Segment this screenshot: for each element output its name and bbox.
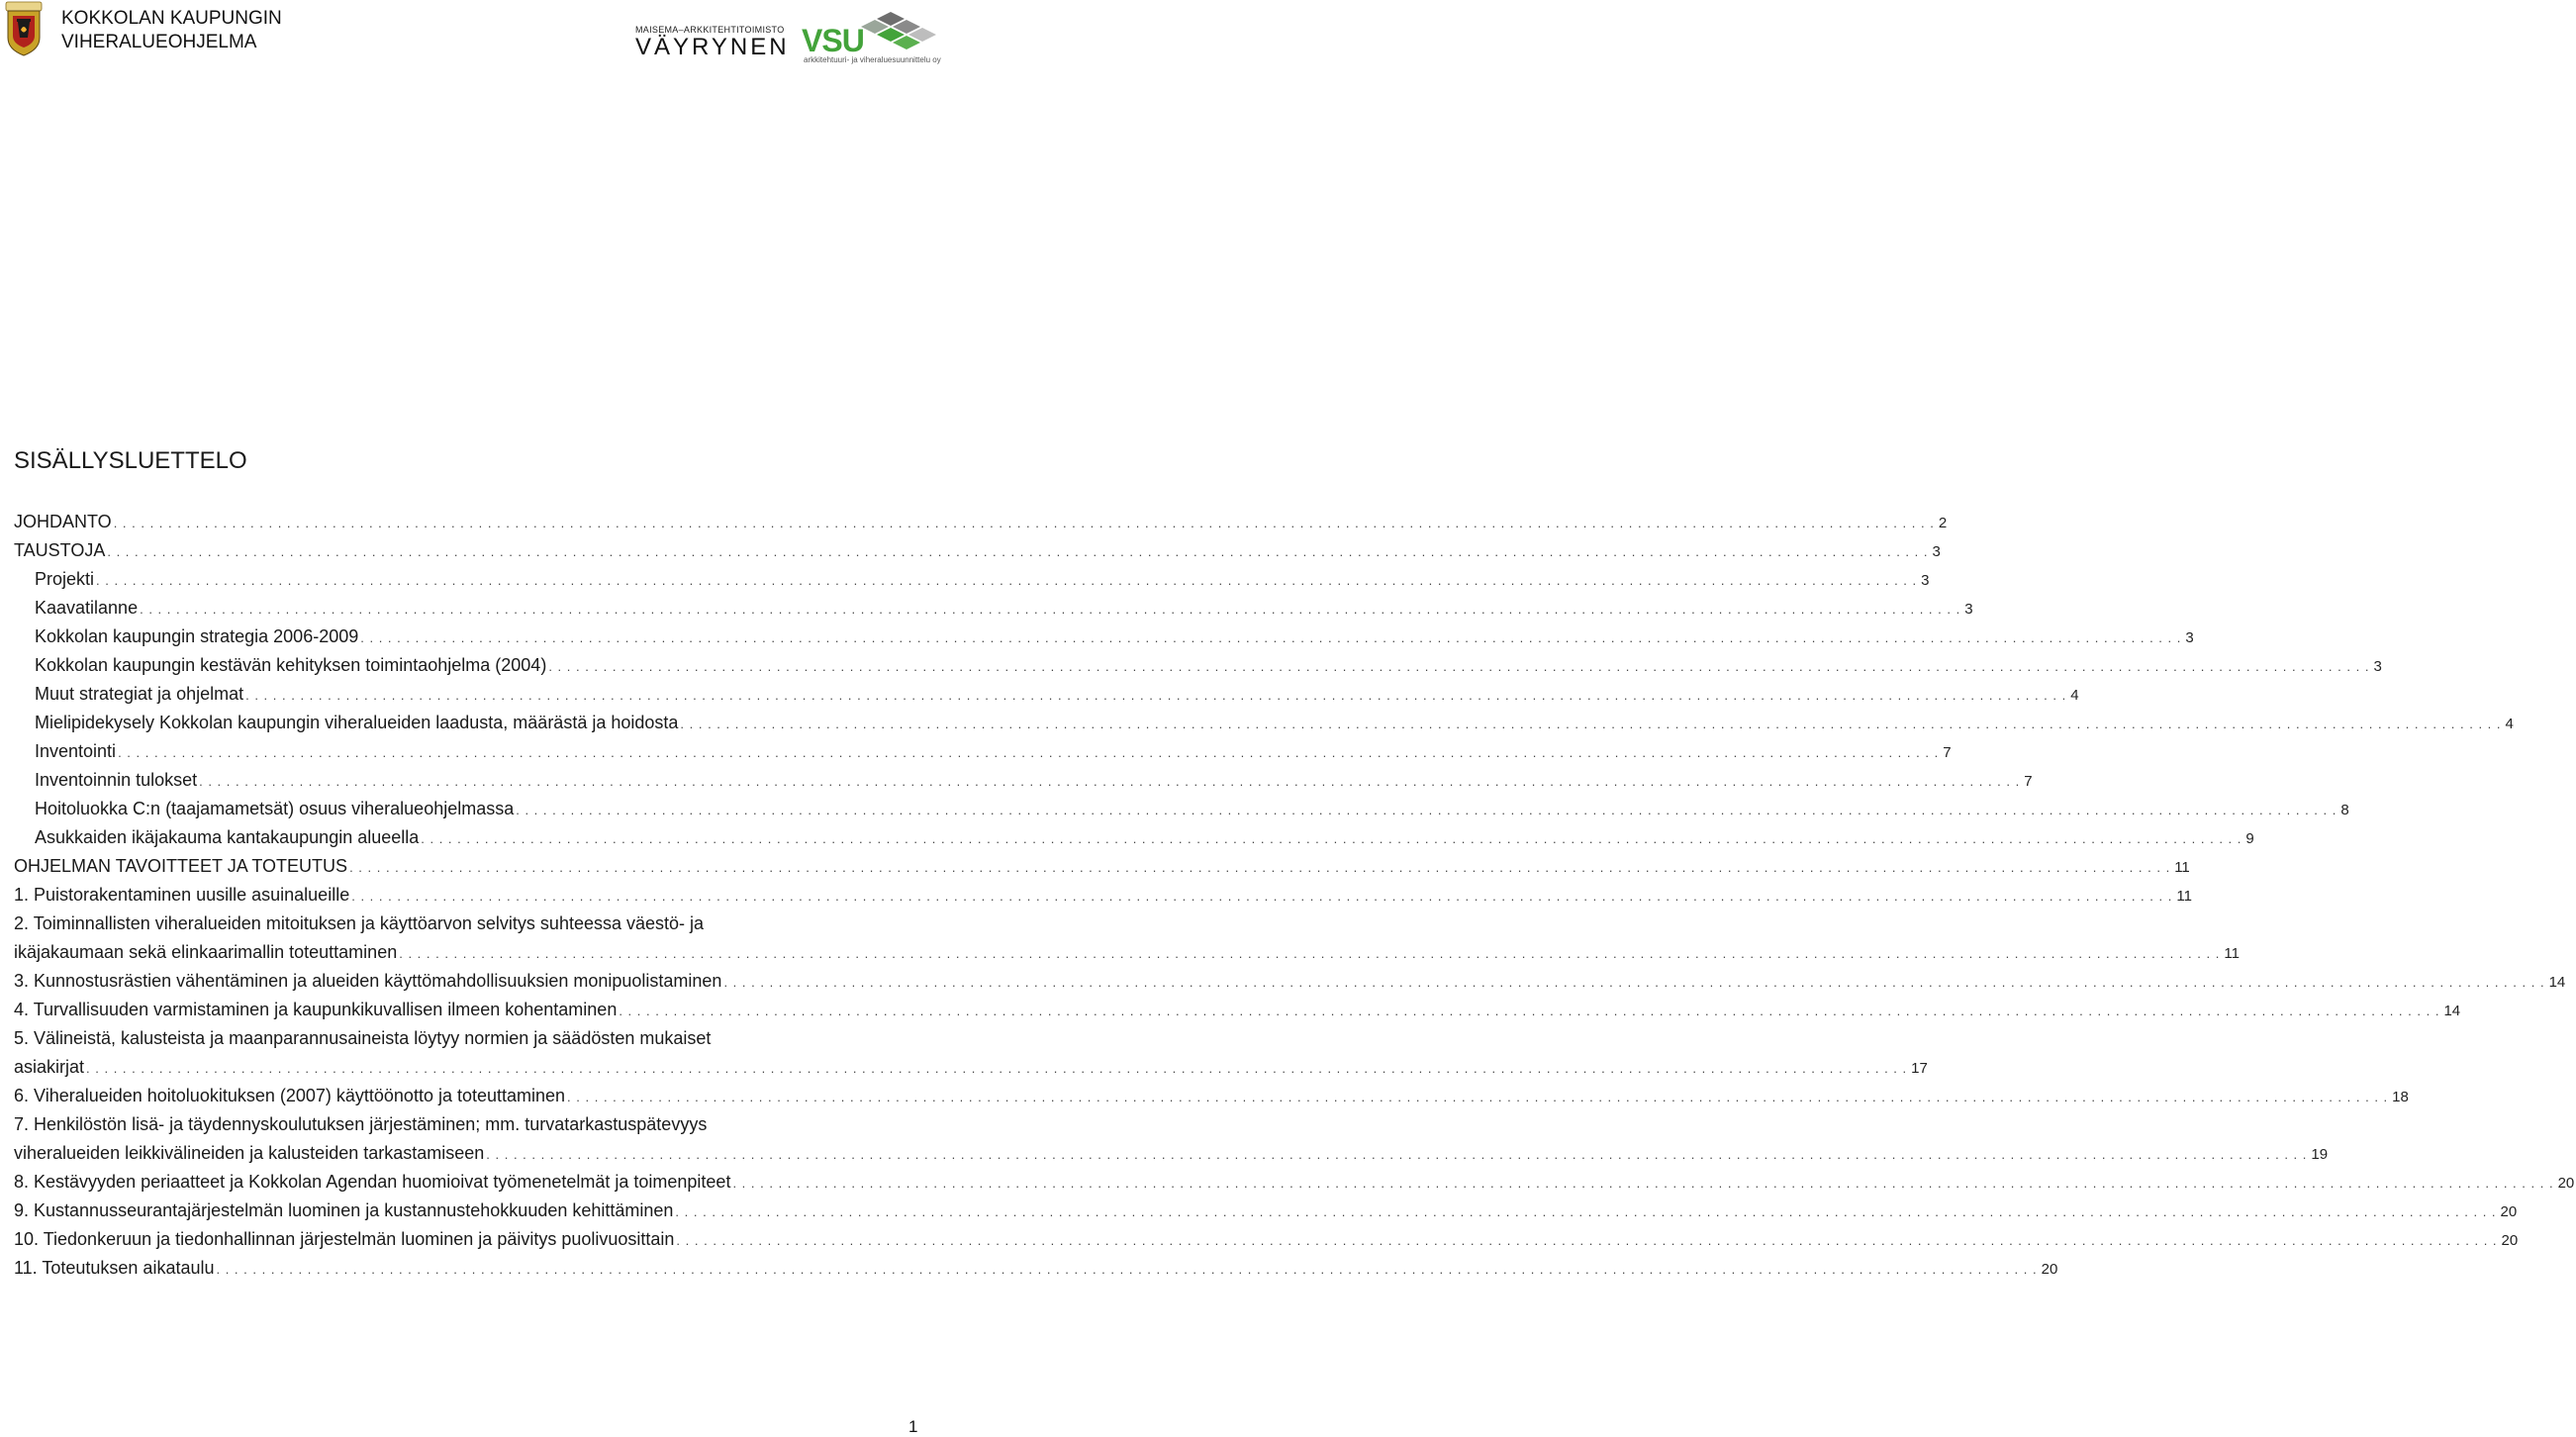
toc-entry[interactable]: [0, 623, 2194, 651]
toc-entry-line: [0, 651, 2382, 680]
toc-entry-title: OHJELMAN TAVOITTEET JA TOTEUTUS: [14, 852, 349, 881]
toc-leader-dots: . . . . . . . . . . . . . . . . . . . . . . . . . . . . . . . . . . . . . . . . . . . . . . . . . . . . . . . . . . . . . . . . . . . . . . . . . . . . . . . . . . . . . . . . . . . . . . . . . . . . . . . . . . . . . . . . . . . . . . . . . . . . . . . . . . . . . . . . . . . . . . . . . . . . . . . . . . . . . . . . . . . . . . . . . . . . . . . . . . . . . . . . . . . . . . . . . . . . . . . .: [199, 774, 2021, 789]
toc-entry[interactable]: [0, 651, 2382, 680]
toc-entry-title: Kokkolan kaupungin kestävän kehityksen toimintaohjelma (2004): [35, 651, 548, 680]
toc-entry-title: 11. Toteutuksen aikataulu: [14, 1254, 216, 1283]
toc-entry-line: [0, 565, 1930, 594]
toc-entry[interactable]: [0, 910, 2240, 967]
toc-leader-dots: . . . . . . . . . . . . . . . . . . . . . . . . . . . . . . . . . . . . . . . . . . . . . . . . . . . . . . . . . . . . . . . . . . . . . . . . . . . . . . . . . . . . . . . . . . . . . . . . . . . . . . . . . . . . . . . . . . . . . . . . . . . . . . . . . . . . . . . . . . . . . . . . . . . . . . . . . . . . . . . . . . . . . . . . . . . . . . . . . . . . . . . . . . . . . . . . . . . . . . . .: [118, 745, 1940, 760]
toc-entry-title: Projekti: [35, 565, 96, 594]
vsu-logo-tiles-icon: [861, 10, 950, 53]
toc-entry[interactable]: [0, 881, 2192, 910]
toc-entry-page: 8: [2337, 796, 2358, 824]
toc-entry-page: 9: [2242, 824, 2263, 853]
toc-entry[interactable]: [0, 1225, 2519, 1254]
toc-entry-line: [0, 623, 2194, 651]
toc-leader-dots: . . . . . . . . . . . . . . . . . . . . . . . . . . . . . . . . . . . . . . . . . . . . . . . . . . . . . . . . . . . . . . . . . . . . . . . . . . . . . . . . . . . . . . . . . . . . . . . . . . . . . . . . . . . . . . . . . . . . . . . . . . . . . . . . . . . . . . . . . . . . . . . . . . . . . . . . . . . . . . . . . . . . . . . . . . . . . . . . . . . . . . . . . . . . . . . . . . . . . . . .: [723, 975, 2545, 990]
vsu-logo-subtitle: arkkitehtuuri- ja viheraluesuunnittelu oy: [804, 55, 941, 64]
kokkola-crest-logo: [5, 2, 43, 57]
toc-leader-dots: . . . . . . . . . . . . . . . . . . . . . . . . . . . . . . . . . . . . . . . . . . . . . . . . . . . . . . . . . . . . . . . . . . . . . . . . . . . . . . . . . . . . . . . . . . . . . . . . . . . . . . . . . . . . . . . . . . . . . . . . . . . . . . . . . . . . . . . . . . . . . . . . . . . . . . . . . . . . . . . . . . . . . . . . . . . . . . . . . . . . . . . . . . . . . . . . . . . . . . . .: [399, 946, 2221, 961]
toc-leader-dots: . . . . . . . . . . . . . . . . . . . . . . . . . . . . . . . . . . . . . . . . . . . . . . . . . . . . . . . . . . . . . . . . . . . . . . . . . . . . . . . . . . . . . . . . . . . . . . . . . . . . . . . . . . . . . . . . . . . . . . . . . . . . . . . . . . . . . . . . . . . . . . . . . . . . . . . . . . . . . . . . . . . . . . . . . . . . . . . . . . . . . . . . . . . . . . . . . . . . . . . .: [567, 1090, 2389, 1104]
toc-entry[interactable]: [0, 852, 2190, 881]
toc-entry-title: 3. Kunnostusrästien vähentäminen ja alueiden käyttömahdollisuuksien monipuolistaminen: [14, 967, 723, 996]
toc-leader-dots: . . . . . . . . . . . . . . . . . . . . . . . . . . . . . . . . . . . . . . . . . . . . . . . . . . . . . . . . . . . . . . . . . . . . . . . . . . . . . . . . . . . . . . . . . . . . . . . . . . . . . . . . . . . . . . . . . . . . . . . . . . . . . . . . . . . . . . . . . . . . . . . . . . . . . . . . . . . . . . . . . . . . . . . . . . . . . . . . . . . . . . . . . . . . . . . . . . . . . . . .: [351, 889, 2173, 904]
toc-entry-title: Hoitoluokka C:n (taajamametsät) osuus viheralueohjelmassa: [35, 795, 516, 823]
toc-leader-dots: . . . . . . . . . . . . . . . . . . . . . . . . . . . . . . . . . . . . . . . . . . . . . . . . . . . . . . . . . . . . . . . . . . . . . . . . . . . . . . . . . . . . . . . . . . . . . . . . . . . . . . . . . . . . . . . . . . . . . . . . . . . . . . . . . . . . . . . . . . . . . . . . . . . . . . . . . . . . . . . . . . . . . . . . . . . . . . . . . . . . . . . . . . . . . . . . . . . . . . . .: [107, 544, 1929, 559]
toc-entry[interactable]: [0, 996, 2461, 1024]
toc-entry-title: 9. Kustannusseurantajärjestelmän luominen ja kustannustehokkuuden kehittäminen: [14, 1197, 675, 1225]
toc-entry-page: 7: [1939, 738, 1960, 767]
toc-entry-page: 11: [2220, 939, 2242, 968]
toc-entry-page: 2: [1935, 509, 1956, 537]
toc-entry-page: 14: [2439, 997, 2461, 1025]
organization-title: [61, 7, 282, 54]
toc-entry-title: 2. Toiminnallisten viheralueiden mitoituksen ja käyttöarvon selvitys suhteessa väestö- ja: [14, 913, 705, 933]
page-header: [0, 0, 950, 79]
toc-entry[interactable]: [0, 823, 2254, 852]
toc-entry-line-wrapped: [0, 910, 950, 938]
toc-entry-page: 19: [2307, 1140, 2329, 1169]
toc-leader-dots: . . . . . . . . . . . . . . . . . . . . . . . . . . . . . . . . . . . . . . . . . . . . . . . . . . . . . . . . . . . . . . . . . . . . . . . . . . . . . . . . . . . . . . . . . . . . . . . . . . . . . . . . . . . . . . . . . . . . . . . . . . . . . . . . . . . . . . . . . . . . . . . . . . . . . . . . . . . . . . . . . . . . . . . . . . . . . . . . . . . . . . . . . . . . . . . . . . . . . . . .: [548, 659, 2370, 674]
toc-leader-dots: . . . . . . . . . . . . . . . . . . . . . . . . . . . . . . . . . . . . . . . . . . . . . . . . . . . . . . . . . . . . . . . . . . . . . . . . . . . . . . . . . . . . . . . . . . . . . . . . . . . . . . . . . . . . . . . . . . . . . . . . . . . . . . . . . . . . . . . . . . . . . . . . . . . . . . . . . . . . . . . . . . . . . . . . . . . . . . . . . . . . . . . . . . . . . . . . . . . . . . . .: [349, 860, 2171, 875]
toc-entry-line: [0, 938, 2240, 967]
toc-entry-title: 7. Henkilöstön lisä- ja täydennyskoulutuksen järjestäminen; mm. turvatarkastuspätevyys: [14, 1114, 708, 1134]
toc-entry-line: [0, 1168, 2575, 1197]
toc-entry-title: 1. Puistorakentaminen uusille asuinalueille: [14, 881, 351, 910]
toc-entry-line: [0, 1225, 2519, 1254]
org-title-line1: KOKKOLAN KAUPUNGIN: [61, 8, 282, 29]
toc-title: SISÄLLYSLUETTELO: [14, 447, 247, 474]
toc-leader-dots: . . . . . . . . . . . . . . . . . . . . . . . . . . . . . . . . . . . . . . . . . . . . . . . . . . . . . . . . . . . . . . . . . . . . . . . . . . . . . . . . . . . . . . . . . . . . . . . . . . . . . . . . . . . . . . . . . . . . . . . . . . . . . . . . . . . . . . . . . . . . . . . . . . . . . . . . . . . . . . . . . . . . . . . . . . . . . . . . . . . . . . . . . . . . . . . . . . . . . . . .: [140, 602, 1961, 617]
toc-entry[interactable]: [0, 766, 2033, 795]
toc-entry-line: [0, 1082, 2409, 1110]
page-number: 1: [908, 1417, 918, 1436]
toc-entry-page: 4: [2066, 681, 2088, 710]
toc-entry-line: [0, 795, 2349, 823]
toc-entry-title: 8. Kestävyyden periaatteet ja Kokkolan Agendan huomioivat työmenetelmät ja toimenpiteet: [14, 1168, 732, 1197]
toc-entry-line: [0, 594, 1973, 623]
toc-entry-title: Inventointi: [35, 737, 118, 766]
toc-entry-line: [0, 823, 2254, 852]
toc-leader-dots: . . . . . . . . . . . . . . . . . . . . . . . . . . . . . . . . . . . . . . . . . . . . . . . . . . . . . . . . . . . . . . . . . . . . . . . . . . . . . . . . . . . . . . . . . . . . . . . . . . . . . . . . . . . . . . . . . . . . . . . . . . . . . . . . . . . . . . . . . . . . . . . . . . . . . . . . . . . . . . . . . . . . . . . . . . . . . . . . . . . . . . . . . . . . . . . . . . . . . . . .: [732, 1176, 2554, 1191]
toc-entry-line: [0, 967, 2566, 996]
toc-entry-line: [0, 1254, 2058, 1283]
toc-leader-dots: . . . . . . . . . . . . . . . . . . . . . . . . . . . . . . . . . . . . . . . . . . . . . . . . . . . . . . . . . . . . . . . . . . . . . . . . . . . . . . . . . . . . . . . . . . . . . . . . . . . . . . . . . . . . . . . . . . . . . . . . . . . . . . . . . . . . . . . . . . . . . . . . . . . . . . . . . . . . . . . . . . . . . . . . . . . . . . . . . . . . . . . . . . . . . . . . . . . . . . . .: [516, 803, 2337, 817]
toc-entry-line: [0, 852, 2190, 881]
toc-entry-line: [0, 1053, 1928, 1082]
toc-entry-title: 10. Tiedonkeruun ja tiedonhallinnan järjestelmän luominen ja päivitys puolivuosittain: [14, 1225, 676, 1254]
toc-entry-title: Asukkaiden ikäjakauma kantakaupungin alueella: [35, 823, 421, 852]
toc-leader-dots: . . . . . . . . . . . . . . . . . . . . . . . . . . . . . . . . . . . . . . . . . . . . . . . . . . . . . . . . . . . . . . . . . . . . . . . . . . . . . . . . . . . . . . . . . . . . . . . . . . . . . . . . . . . . . . . . . . . . . . . . . . . . . . . . . . . . . . . . . . . . . . . . . . . . . . . . . . . . . . . . . . . . . . . . . . . . . . . . . . . . . . . . . . . . . . . . . . . . . . . .: [245, 688, 2067, 703]
toc-entry-line-wrapped: [0, 1024, 950, 1053]
toc-entry-line: [0, 1197, 2518, 1225]
toc-entry[interactable]: [0, 1082, 2409, 1110]
toc-leader-dots: . . . . . . . . . . . . . . . . . . . . . . . . . . . . . . . . . . . . . . . . . . . . . . . . . . . . . . . . . . . . . . . . . . . . . . . . . . . . . . . . . . . . . . . . . . . . . . . . . . . . . . . . . . . . . . . . . . . . . . . . . . . . . . . . . . . . . . . . . . . . . . . . . . . . . . . . . . . . . . . . . . . . . . . . . . . . . . . . . . . . . . . . . . . . . . . . . . . . . . . .: [486, 1147, 2308, 1162]
toc-entry-line: [0, 996, 2461, 1024]
toc-entry-page: 20: [2038, 1255, 2059, 1284]
toc-entry[interactable]: [0, 737, 1952, 766]
toc-entry-title: JOHDANTO: [14, 508, 114, 536]
toc-entry[interactable]: [0, 709, 2514, 737]
toc-entry-line: [0, 881, 2192, 910]
toc-leader-dots: . . . . . . . . . . . . . . . . . . . . . . . . . . . . . . . . . . . . . . . . . . . . . . . . . . . . . . . . . . . . . . . . . . . . . . . . . . . . . . . . . . . . . . . . . . . . . . . . . . . . . . . . . . . . . . . . . . . . . . . . . . . . . . . . . . . . . . . . . . . . . . . . . . . . . . . . . . . . . . . . . . . . . . . . . . . . . . . . . . . . . . . . . . . . . . . . . . . . . . . .: [113, 516, 1935, 530]
toc-entry-line: [0, 766, 2033, 795]
toc-entry-page: 3: [2181, 623, 2203, 652]
vsu-logo-name: VSU: [802, 23, 864, 58]
vsu-logo: [802, 10, 950, 69]
toc-entry[interactable]: [0, 594, 1973, 623]
toc-entry-line: [0, 737, 1952, 766]
toc-entry-title: Muut strategiat ja ohjelmat: [35, 680, 245, 709]
toc-entry-title: Mielipidekysely Kokkolan kaupungin viheralueiden laadusta, määrästä ja hoidosta: [35, 709, 680, 737]
toc-entry[interactable]: [0, 1168, 2575, 1197]
vayrynen-logo-name: VÄYRYNEN: [635, 34, 790, 60]
toc-entry[interactable]: [0, 565, 1930, 594]
toc-entry-page: 7: [2020, 767, 2042, 796]
toc-entry[interactable]: [0, 1110, 2329, 1168]
toc-entry-page: 11: [2170, 853, 2192, 882]
toc-entry-page: 3: [2369, 652, 2391, 681]
toc-entry-page: 20: [2498, 1226, 2520, 1255]
toc-entry[interactable]: [0, 680, 2079, 709]
toc-entry[interactable]: [0, 1254, 2058, 1283]
toc-entry-page: 4: [2502, 710, 2524, 738]
toc-entry[interactable]: [0, 536, 1941, 565]
toc-entry-title: viheralueiden leikkivälineiden ja kalusteiden tarkastamiseen: [14, 1139, 486, 1168]
org-title-line2: VIHERALUEOHJELMA: [61, 32, 257, 52]
toc-entry[interactable]: [0, 967, 2566, 996]
toc-entry-line: [0, 536, 1941, 565]
toc-leader-dots: . . . . . . . . . . . . . . . . . . . . . . . . . . . . . . . . . . . . . . . . . . . . . . . . . . . . . . . . . . . . . . . . . . . . . . . . . . . . . . . . . . . . . . . . . . . . . . . . . . . . . . . . . . . . . . . . . . . . . . . . . . . . . . . . . . . . . . . . . . . . . . . . . . . . . . . . . . . . . . . . . . . . . . . . . . . . . . . . . . . . . . . . . . . . . . . . . . . . . . . .: [421, 831, 2242, 846]
table-of-contents: [0, 508, 2575, 1283]
toc-entry[interactable]: [0, 795, 2349, 823]
vayrynen-logo: [635, 25, 790, 64]
toc-entry-title: TAUSTOJA: [14, 536, 107, 565]
toc-entry-title: Kokkolan kaupungin strategia 2006-2009: [35, 623, 360, 651]
toc-entry[interactable]: [0, 508, 1948, 536]
toc-leader-dots: . . . . . . . . . . . . . . . . . . . . . . . . . . . . . . . . . . . . . . . . . . . . . . . . . . . . . . . . . . . . . . . . . . . . . . . . . . . . . . . . . . . . . . . . . . . . . . . . . . . . . . . . . . . . . . . . . . . . . . . . . . . . . . . . . . . . . . . . . . . . . . . . . . . . . . . . . . . . . . . . . . . . . . . . . . . . . . . . . . . . . . . . . . . . . . . . . . . . . . . .: [96, 573, 1918, 588]
toc-entry-title: Inventoinnin tulokset: [35, 766, 199, 795]
toc-entry-page: 20: [2497, 1198, 2519, 1226]
toc-entry-page: 3: [1960, 595, 1982, 623]
toc-entry-title: 5. Välineistä, kalusteista ja maanparannusaineista löytyy normien ja säädösten mukaiset: [14, 1028, 712, 1048]
toc-entry-line: [0, 1139, 2329, 1168]
toc-entry[interactable]: [0, 1197, 2518, 1225]
toc-entry-page: 3: [1928, 537, 1950, 566]
toc-entry-page: 20: [2554, 1169, 2576, 1198]
toc-entry-line: [0, 709, 2514, 737]
toc-entry-title: 4. Turvallisuuden varmistaminen ja kaupunkikuvallisen ilmeen kohentaminen: [14, 996, 619, 1024]
toc-leader-dots: . . . . . . . . . . . . . . . . . . . . . . . . . . . . . . . . . . . . . . . . . . . . . . . . . . . . . . . . . . . . . . . . . . . . . . . . . . . . . . . . . . . . . . . . . . . . . . . . . . . . . . . . . . . . . . . . . . . . . . . . . . . . . . . . . . . . . . . . . . . . . . . . . . . . . . . . . . . . . . . . . . . . . . . . . . . . . . . . . . . . . . . . . . . . . . . . . . . . . . . .: [680, 717, 2502, 731]
toc-entry-page: 3: [1917, 566, 1939, 595]
toc-leader-dots: . . . . . . . . . . . . . . . . . . . . . . . . . . . . . . . . . . . . . . . . . . . . . . . . . . . . . . . . . . . . . . . . . . . . . . . . . . . . . . . . . . . . . . . . . . . . . . . . . . . . . . . . . . . . . . . . . . . . . . . . . . . . . . . . . . . . . . . . . . . . . . . . . . . . . . . . . . . . . . . . . . . . . . . . . . . . . . . . . . . . . . . . . . . . . . . . . . . . . . . .: [619, 1004, 2440, 1018]
toc-entry-page: 18: [2388, 1083, 2410, 1111]
toc-entry-line: [0, 680, 2079, 709]
toc-leader-dots: . . . . . . . . . . . . . . . . . . . . . . . . . . . . . . . . . . . . . . . . . . . . . . . . . . . . . . . . . . . . . . . . . . . . . . . . . . . . . . . . . . . . . . . . . . . . . . . . . . . . . . . . . . . . . . . . . . . . . . . . . . . . . . . . . . . . . . . . . . . . . . . . . . . . . . . . . . . . . . . . . . . . . . . . . . . . . . . . . . . . . . . . . . . . . . . . . . . . . . . .: [360, 630, 2182, 645]
toc-entry-title: Kaavatilanne: [35, 594, 140, 623]
toc-entry-page: 11: [2172, 882, 2194, 910]
toc-leader-dots: . . . . . . . . . . . . . . . . . . . . . . . . . . . . . . . . . . . . . . . . . . . . . . . . . . . . . . . . . . . . . . . . . . . . . . . . . . . . . . . . . . . . . . . . . . . . . . . . . . . . . . . . . . . . . . . . . . . . . . . . . . . . . . . . . . . . . . . . . . . . . . . . . . . . . . . . . . . . . . . . . . . . . . . . . . . . . . . . . . . . . . . . . . . . . . . . . . . . . . . .: [216, 1262, 2038, 1277]
toc-entry-title: asiakirjat: [14, 1053, 86, 1082]
toc-entry-title: ikäjakaumaan sekä elinkaarimallin toteuttaminen: [14, 938, 399, 967]
toc-entry[interactable]: [0, 1024, 1928, 1082]
toc-entry-line-wrapped: [0, 1110, 950, 1139]
vayrynen-logo-tagline: MAISEMA–ARKKITEHTITOIMISTO: [635, 25, 785, 35]
toc-leader-dots: . . . . . . . . . . . . . . . . . . . . . . . . . . . . . . . . . . . . . . . . . . . . . . . . . . . . . . . . . . . . . . . . . . . . . . . . . . . . . . . . . . . . . . . . . . . . . . . . . . . . . . . . . . . . . . . . . . . . . . . . . . . . . . . . . . . . . . . . . . . . . . . . . . . . . . . . . . . . . . . . . . . . . . . . . . . . . . . . . . . . . . . . . . . . . . . . . . . . . . . .: [676, 1233, 2498, 1248]
toc-entry-page: 14: [2545, 968, 2567, 997]
toc-leader-dots: . . . . . . . . . . . . . . . . . . . . . . . . . . . . . . . . . . . . . . . . . . . . . . . . . . . . . . . . . . . . . . . . . . . . . . . . . . . . . . . . . . . . . . . . . . . . . . . . . . . . . . . . . . . . . . . . . . . . . . . . . . . . . . . . . . . . . . . . . . . . . . . . . . . . . . . . . . . . . . . . . . . . . . . . . . . . . . . . . . . . . . . . . . . . . . . . . . . . . . . .: [675, 1204, 2497, 1219]
toc-leader-dots: . . . . . . . . . . . . . . . . . . . . . . . . . . . . . . . . . . . . . . . . . . . . . . . . . . . . . . . . . . . . . . . . . . . . . . . . . . . . . . . . . . . . . . . . . . . . . . . . . . . . . . . . . . . . . . . . . . . . . . . . . . . . . . . . . . . . . . . . . . . . . . . . . . . . . . . . . . . . . . . . . . . . . . . . . . . . . . . . . . . . . . . . . . . . . . . . . . . . . . . .: [86, 1061, 1908, 1076]
toc-entry-line: [0, 508, 1948, 536]
toc-entry-title: 6. Viheralueiden hoitoluokituksen (2007) käyttöönotto ja toteuttaminen: [14, 1082, 567, 1110]
toc-entry-page: 17: [1907, 1054, 1929, 1083]
